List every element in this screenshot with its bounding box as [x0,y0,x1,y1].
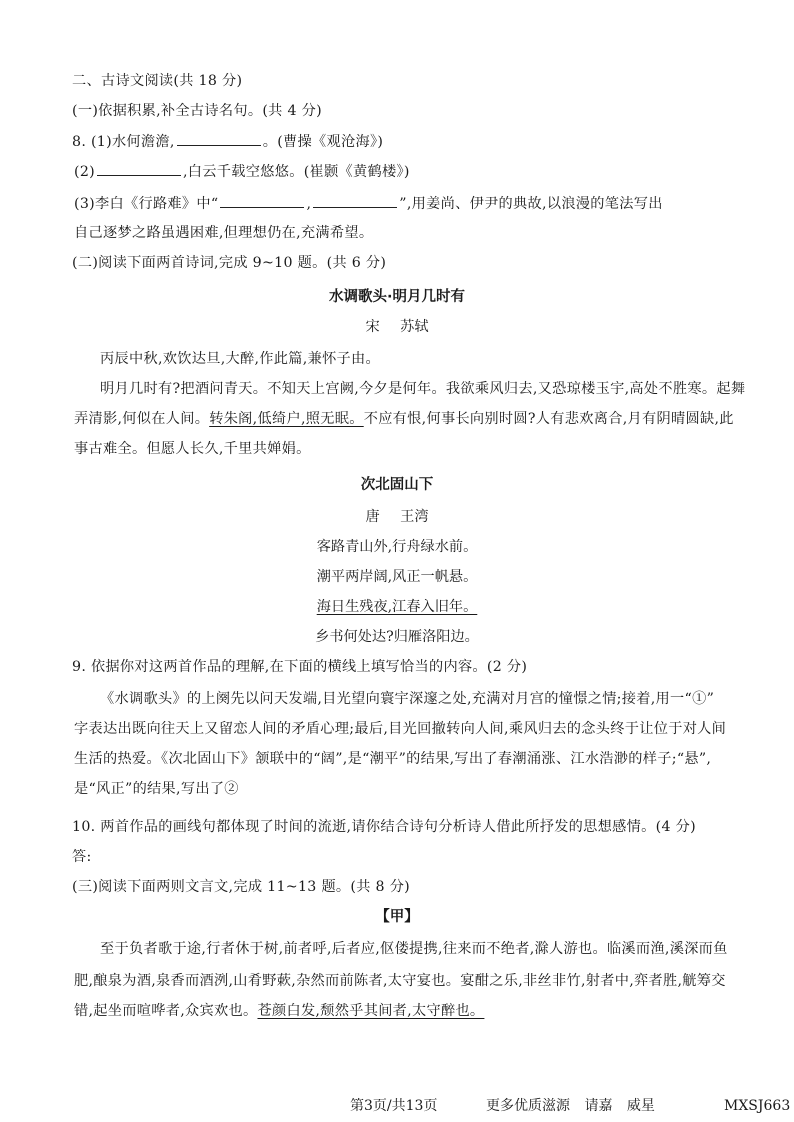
part2-heading: (二)阅读下面两首诗词,完成 9~10 题。(共 6 分) [72,255,387,271]
poem1-line1: 明月几时有?把酒问青天。不知天上宫阙,今夕是何年。我欲乘风归去,又恐琼楼玉宇,高处不胜寒。起舞 [100,381,746,397]
poem2-line: 客路青山外,行舟绿水前。 [316,539,478,555]
answer-blank[interactable] [220,194,304,208]
text-a-underlined: 苍颜白发,颓然乎其间者,太守醉也。 [257,1003,485,1019]
question-9-text: 《水调歌头》的上阕先以问天发端,目光望向寰宇深邃之处,充满对月宫的憧憬之情;接着,用一“①” [100,691,715,707]
question-8-2 [74,162,410,181]
poem1-author: 宋 苏轼 [365,319,429,335]
text-a-label: 【甲】 [375,908,419,925]
poem2-underlined-line [0,598,794,616]
answer-label: 答: [72,849,92,865]
poem2-title: 次北固山下 [360,477,434,493]
answer-blank[interactable] [177,132,261,146]
part1-heading: (一)依据积累,补全古诗名句。(共 4 分) [72,103,322,119]
q8-3-suffix: ”,用姜尚、伊尹的典故,以浪漫的笔法写出 [399,196,663,212]
page-number: 第3页/共13页 [350,1098,438,1114]
footer-code: MXSJ663 [724,1098,791,1114]
q8-3-prefix: (3)李白《行路难》中“ [74,196,219,212]
part3-heading: (三)阅读下面两则文言文,完成 11~13 题。(共 8 分) [72,879,411,895]
poem2-line: 潮平两岸阔,风正一帆悬。 [316,569,478,585]
question-9-text: 字表达出既向往天上又留恋人间的矛盾心理;最后,目光回撤转向人间,乘风归去的念头终于让位于对人间 [74,721,727,737]
q8-1-suffix: 。(曹操《观沧海》) [262,134,384,150]
question-10-stem: 10. 两首作品的画线句都体现了时间的流逝,请你结合诗句分析诗人借此所抒发的思想感情。(4 分) [72,819,696,835]
text-a-line: 至于负者歌于途,行者休于树,前者呼,后者应,伛偻提携,往来而不绝者,滁人游也。临溪而渔,溪深而鱼 [100,941,728,957]
poem1-line2-a: 弄清影,何似在人间。 [74,411,210,427]
poem1-title: 水调歌头·明月几时有 [328,289,465,305]
question-8-1 [72,132,383,151]
poem1-preface: 丙辰中秋,欢饮达旦,大醉,作此篇,兼怀子由。 [100,351,381,367]
q8-1-prefix: 8. (1)水何澹澹, [72,134,175,150]
poem1-line3: 事古难全。但愿人长久,千里共婵娟。 [74,441,311,457]
q8-3-mid: , [306,196,312,212]
section-title: 二、古诗文阅读(共 18 分) [72,73,243,89]
text-a-line3-a: 错,起坐而喧哗者,众宾欢也。 [74,1003,258,1019]
q8-2-suffix: ,白云千载空悠悠。(崔颢《黄鹤楼》) [183,164,410,180]
poem1-underlined-line: 转朱阁,低绮户,照无眠。 [209,411,364,427]
poem2-line: 乡书何处达?归雁洛阳边。 [315,629,479,645]
answer-blank[interactable] [313,194,397,208]
text-a-line: 肥,酿泉为酒,泉香而酒洌,山肴野蔌,杂然而前陈者,太守宴也。宴酣之乐,非丝非竹,射者中,弈者胜,觥筹交 [74,973,726,989]
question-9-text: 生活的热爱。《次北固山下》颔联中的“阔”,是“潮平”的结果,写出了春潮涌涨、江水浩渺的样子;“悬”, [74,751,712,767]
q8-2-prefix: (2) [74,164,95,180]
poem2-author: 唐 王湾 [365,509,429,525]
question-9-stem: 9. 依据你对这两首作品的理解,在下面的横线上填写恰当的内容。(2 分) [72,659,528,675]
poem2-underlined-text: 海日生残夜,江春入旧年。 [316,599,478,615]
footer-note: 更多优质滋源 请嘉 威星 [486,1098,655,1114]
answer-blank[interactable] [97,162,181,176]
question-8-3-line2: 自己逐梦之路虽遇困难,但理想仍在,充满希望。 [74,225,374,241]
question-8-3 [74,194,663,213]
poem1-line2-b: 不应有恨,何事长向别时圆?人有悲欢离合,月有阴晴圆缺,此 [363,411,734,427]
poem1-line2 [74,410,734,428]
text-a-line3 [74,1002,484,1020]
question-9-text: 是“风正”的结果,写出了② [74,781,239,797]
